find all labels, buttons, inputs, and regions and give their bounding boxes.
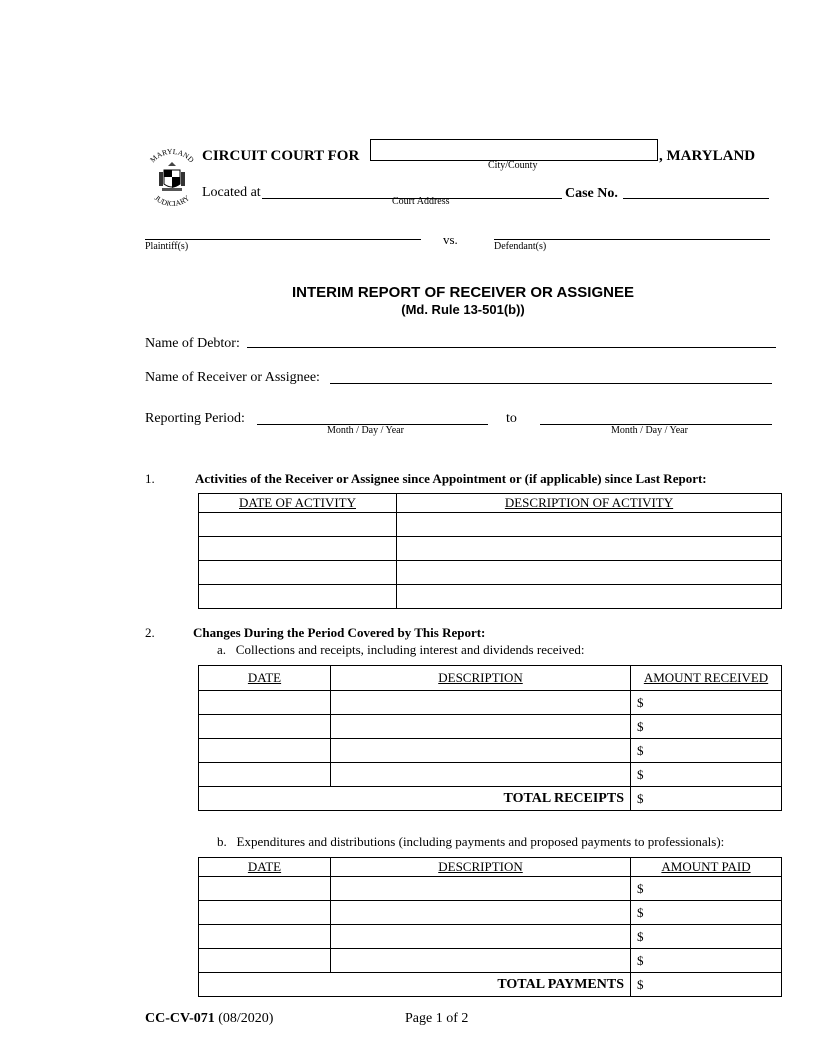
located-at-label: Located at [202,185,261,200]
col-date: DATE [199,666,331,691]
table-row [199,763,782,787]
form-id: CC-CV-071 [145,1011,215,1026]
table-header-row [199,666,782,691]
table-row [199,901,782,925]
col-description: DESCRIPTION [331,666,631,691]
total-receipts-amount[interactable]: $ [631,787,782,811]
section-1-number: 1. [145,471,155,486]
plaintiff-label: Plaintiff(s) [145,241,189,252]
table-cell[interactable] [199,901,331,925]
form-title: INTERIM REPORT OF RECEIVER OR ASSIGNEE [292,284,634,301]
receiver-input[interactable] [330,383,772,384]
footer-form-id [145,1011,273,1027]
total-row [199,973,782,997]
table-row [199,715,782,739]
amount-cell[interactable]: $ [631,739,782,763]
section-1-heading: Activities of the Receiver or Assignee since Appointment or (if applicable) since Last Report: [195,471,707,486]
plaintiff-line[interactable] [145,239,421,240]
table-cell[interactable] [199,561,397,585]
col-date: DATE [199,858,331,877]
table-cell[interactable] [199,691,331,715]
amount-cell[interactable]: $ [631,901,782,925]
amount-cell[interactable]: $ [631,877,782,901]
col-amount-paid: AMOUNT PAID [631,858,782,877]
table-cell[interactable] [199,925,331,949]
amount-cell[interactable]: $ [631,715,782,739]
table-row [199,739,782,763]
table-row [199,691,782,715]
debtor-label: Name of Debtor: [145,336,240,351]
table-cell[interactable] [397,513,782,537]
table-header-row [199,494,782,513]
court-title: CIRCUIT COURT FOR [202,148,360,164]
section-2b-label: b. Expenditures and distributions (including payments and proposed payments to professionals): [217,834,725,849]
period-to-label: to [506,411,517,426]
table-cell[interactable] [331,901,631,925]
city-county-label: City/County [488,160,538,171]
vs-label: vs. [443,232,458,247]
table-cell[interactable] [397,537,782,561]
form-date: (08/2020) [218,1011,274,1026]
total-payments-amount[interactable]: $ [631,973,782,997]
total-receipts-label: TOTAL RECEIPTS [199,787,631,811]
section-2-number: 2. [145,625,155,640]
table-row [199,513,782,537]
total-payments-label: TOTAL PAYMENTS [199,973,631,997]
defendant-label: Defendant(s) [494,241,547,252]
amount-cell[interactable]: $ [631,949,782,973]
table-cell[interactable] [331,877,631,901]
col-description: DESCRIPTION [331,858,631,877]
table-row [199,561,782,585]
table-cell[interactable] [331,715,631,739]
col-date-of-activity: DATE OF ACTIVITY [199,494,397,513]
table-cell[interactable] [199,537,397,561]
amount-cell[interactable]: $ [631,763,782,787]
reporting-period-label: Reporting Period: [145,411,245,426]
section-2a-label: a. Collections and receipts, including interest and dividends received: [217,642,585,657]
table-cell[interactable] [331,691,631,715]
table-cell[interactable] [397,561,782,585]
activities-table [198,493,782,609]
table-cell[interactable] [199,585,397,609]
table-row [199,877,782,901]
table-cell[interactable] [199,949,331,973]
defendant-line[interactable] [494,239,770,240]
col-amount-received: AMOUNT RECEIVED [631,666,782,691]
table-row [199,949,782,973]
svg-text:MARYLAND: MARYLAND [148,146,196,165]
table-header-row [199,858,782,877]
table-row [199,585,782,609]
table-cell[interactable] [199,715,331,739]
case-no-line[interactable] [623,198,769,199]
table-cell[interactable] [331,739,631,763]
state-label: , MARYLAND [659,148,756,164]
table-cell[interactable] [199,739,331,763]
table-cell[interactable] [199,513,397,537]
maryland-judiciary-seal [140,144,204,208]
table-cell[interactable] [199,877,331,901]
table-cell[interactable] [331,763,631,787]
form-rule-ref: (Md. Rule 13-501(b)) [401,302,525,317]
table-row [199,537,782,561]
amount-cell[interactable]: $ [631,925,782,949]
total-row [199,787,782,811]
table-cell[interactable] [199,763,331,787]
amount-cell[interactable]: $ [631,691,782,715]
table-row [199,925,782,949]
case-no-label: Case No. [565,186,618,201]
city-county-input[interactable] [370,139,658,161]
payments-table [198,857,782,997]
receiver-label: Name of Receiver or Assignee: [145,370,320,385]
col-description-of-activity: DESCRIPTION OF ACTIVITY [397,494,782,513]
table-cell[interactable] [331,949,631,973]
debtor-input[interactable] [247,347,776,348]
period-end-hint: Month / Day / Year [611,425,688,436]
court-address-label: Court Address [392,196,450,207]
page-number: Page 1 of 2 [405,1011,469,1026]
svg-text:JUDICIARY: JUDICIARY [152,193,192,208]
table-cell[interactable] [397,585,782,609]
section-2-heading: Changes During the Period Covered by This Report: [193,625,486,640]
receipts-table [198,665,782,811]
period-start-hint: Month / Day / Year [327,425,404,436]
table-cell[interactable] [331,925,631,949]
